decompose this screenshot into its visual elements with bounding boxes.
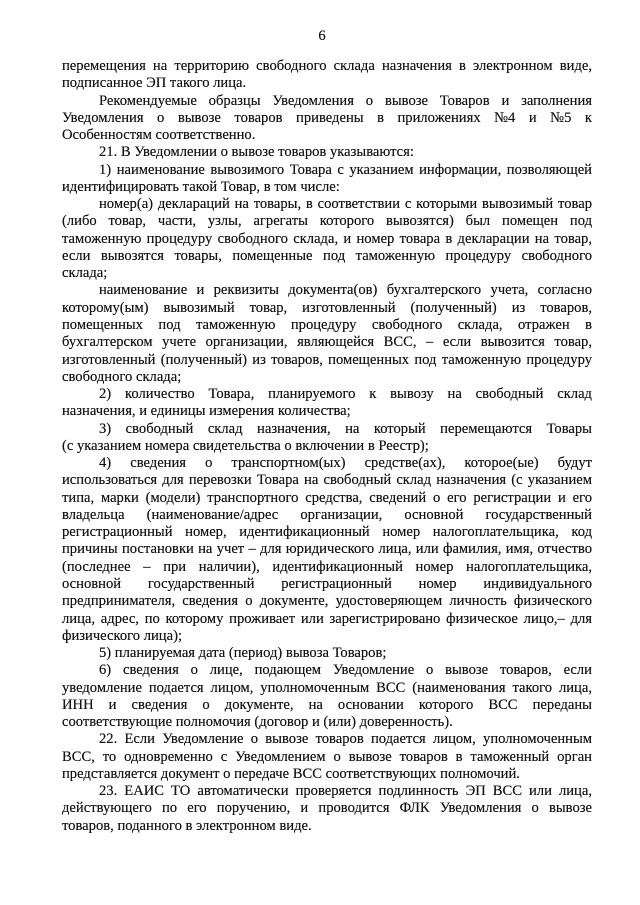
text-line: [62, 248, 592, 265]
text-line: [62, 179, 592, 196]
text-line: [62, 783, 592, 800]
text-line-content: ИНН и сведения о документе, на основании которого ВСС переданы: [62, 696, 592, 713]
text-line: [62, 231, 592, 248]
text-line-content: которому(ым) вывозимый товар, изготовленный (полученный) из товаров,: [62, 299, 592, 316]
text-line-content: физического лица);: [62, 627, 183, 644]
text-line-content: представляется документ о передаче ВСС соответствующих полномочий.: [62, 765, 520, 782]
text-line: [62, 196, 592, 213]
text-line: [62, 334, 592, 351]
text-line: [62, 800, 592, 817]
text-line-content: перемещения на территорию свободного склада назначения в электронном виде,: [62, 58, 592, 74]
text-line: [62, 507, 592, 524]
text-line-content: Уведомления о вывозе товаров приведены в приложениях №4 и №5 к: [62, 109, 592, 126]
text-line: [62, 127, 592, 144]
text-line: [62, 300, 592, 317]
text-line-content: (с указанием номера свидетельства о включении в Реестр);: [62, 437, 429, 454]
text-line-content: (либо товар, части, узлы, агрегаты которого вывозятся) был помещен под: [62, 213, 592, 230]
text-line: [62, 611, 592, 628]
text-line: [62, 421, 592, 438]
paragraph-recommended-samples: [62, 93, 592, 145]
text-line-content: 4) сведения о транспортном(ых) средстве(ах), которое(ые) будут: [99, 455, 592, 472]
text-line: [62, 265, 592, 282]
text-line-content: действующего по его поручению, и проводится ФЛК Уведомления о вывозе: [62, 800, 592, 817]
text-line-content: ВСС, то одновременно с Уведомлением о вывозе товаров в таможенный орган: [62, 748, 592, 765]
text-line: [62, 749, 592, 766]
text-line: [62, 93, 592, 110]
text-line-content: (последнее – при наличии), идентификационный номер налогоплательщика,: [62, 558, 592, 575]
text-line: [62, 352, 592, 369]
text-line: [62, 282, 592, 299]
text-line: [62, 714, 592, 731]
text-line: [62, 317, 592, 334]
text-line-content: уведомление подается лицом, уполномоченным ВСС (наименования такого лица,: [62, 679, 592, 696]
text-line: [62, 576, 592, 593]
text-line-content: 21. В Уведомлении о вывозе товаров указываются:: [99, 144, 414, 161]
paragraph-continuation: [62, 58, 592, 93]
text-line-content: свободного склада;: [62, 368, 182, 385]
text-line: [62, 541, 592, 558]
text-line: [62, 403, 592, 420]
clause-21-item-3: [62, 421, 592, 456]
clause-22: [62, 731, 592, 783]
text-line: [62, 162, 592, 179]
text-line-content: предпринимателя, сведения о документе, удостоверяющем личность физического: [62, 593, 592, 610]
clause-23: [62, 783, 592, 835]
text-line: [62, 731, 592, 748]
text-line: [62, 662, 592, 679]
document-body: [62, 58, 592, 835]
text-line-content: основной государственный регистрационный номер индивидуального: [62, 575, 592, 592]
text-line: [62, 438, 592, 455]
text-line-content: товаров, поданного в электронном виде.: [62, 817, 312, 834]
clause-21-item-5: [62, 645, 592, 662]
text-line: [62, 628, 592, 645]
clause-21-item-1: [62, 162, 592, 197]
text-line-content: 2) количество Товара, планируемого к вывозу на свободный склад: [99, 386, 592, 403]
text-line-content: подписанное ЭП такого лица.: [62, 75, 247, 92]
text-line-content: 22. Если Уведомление о вывозе товаров подается лицом, уполномоченным: [99, 731, 592, 748]
text-line: [62, 680, 592, 697]
text-line: [62, 766, 592, 783]
text-line: [62, 75, 592, 92]
page-number: 6: [318, 28, 326, 44]
text-line: [62, 472, 592, 489]
text-line: [62, 697, 592, 714]
text-line: [62, 369, 592, 386]
text-line-content: изготовленный (полученный) из товаров, помещенных под таможенную процедуру: [62, 351, 592, 368]
text-line-content: идентифицировать такой Товар, в том числе:: [62, 178, 340, 195]
text-line-content: 5) планируемая дата (период) вывоза Товаров;: [99, 645, 387, 662]
text-line: [62, 524, 592, 541]
clause-21-item-4: [62, 455, 592, 645]
text-line-content: 3) свободный склад назначения, на который перемещаются Товары: [99, 420, 592, 437]
text-line-content: назначения, и единицы измерения количества;: [62, 403, 351, 420]
text-line-content: типа, марки (модели) транспортного средства, сведений о его регистрации и его: [62, 489, 592, 506]
text-line: [62, 559, 592, 576]
text-line: [62, 386, 592, 403]
text-line-content: помещенных под таможенную процедуру свободного склада, отражен в: [62, 316, 592, 333]
clause-21-heading: [62, 144, 592, 161]
text-line-content: соответствующие полномочия (договор и (или) доверенность).: [62, 714, 453, 731]
text-line-content: 6) сведения о лице, подающем Уведомление о вывозе товаров, если: [99, 662, 592, 679]
text-line: [62, 818, 592, 835]
text-line: [62, 110, 592, 127]
text-line: [62, 645, 592, 662]
text-line-content: бухгалтерском учете организации, являющейся ВСС, – если вывозится товар,: [62, 334, 592, 351]
text-line-content: номер(а) деклараций на товары, в соответствии с которыми вывозимый товар: [99, 196, 592, 213]
clause-21-item-1-declaration-numbers: [62, 196, 592, 282]
text-line-content: лица, адрес, по которому проживает или зарегистрировано физическое лицо,– для: [62, 610, 592, 627]
text-line: [62, 490, 592, 507]
text-line-content: таможенную процедуру свободного склада, и номер товара в декларации на товар,: [62, 230, 592, 247]
text-line-content: регистрационный номер, идентификационный номер налогоплательщика, код: [62, 524, 592, 541]
clause-21-item-2: [62, 386, 592, 421]
clause-21-item-1-accounting-documents: [62, 282, 592, 386]
text-line: [62, 455, 592, 472]
text-line-content: использоваться для перевозки Товара на свободный склад назначения (с указанием: [62, 472, 592, 489]
text-line: [62, 58, 592, 75]
text-line-content: 23. ЕАИС ТО автоматически проверяется подлинность ЭП ВСС или лица,: [99, 783, 592, 800]
text-line-content: Особенностям соответственно.: [62, 127, 256, 144]
text-line: [62, 593, 592, 610]
clause-21-item-6: [62, 662, 592, 731]
text-line-content: если вывозятся товары, помещенные под таможенную процедуру свободного: [62, 247, 592, 264]
text-line-content: наименование и реквизиты документа(ов) бухгалтерского учета, согласно: [99, 282, 592, 299]
text-line: [62, 144, 592, 161]
text-line: [62, 213, 592, 230]
text-line-content: причины постановки на учет – для юридического лица, или фамилия, имя, отчество: [62, 541, 592, 558]
text-line-content: владельца (наименование/адрес организации, основной государственный: [62, 506, 592, 523]
text-line-content: склада;: [62, 265, 108, 282]
text-line-content: 1) наименование вывозимого Товара с указанием информации, позволяющей: [99, 161, 592, 178]
text-line-content: Рекомендуемые образцы Уведомления о вывозе Товаров и заполнения: [99, 92, 592, 109]
